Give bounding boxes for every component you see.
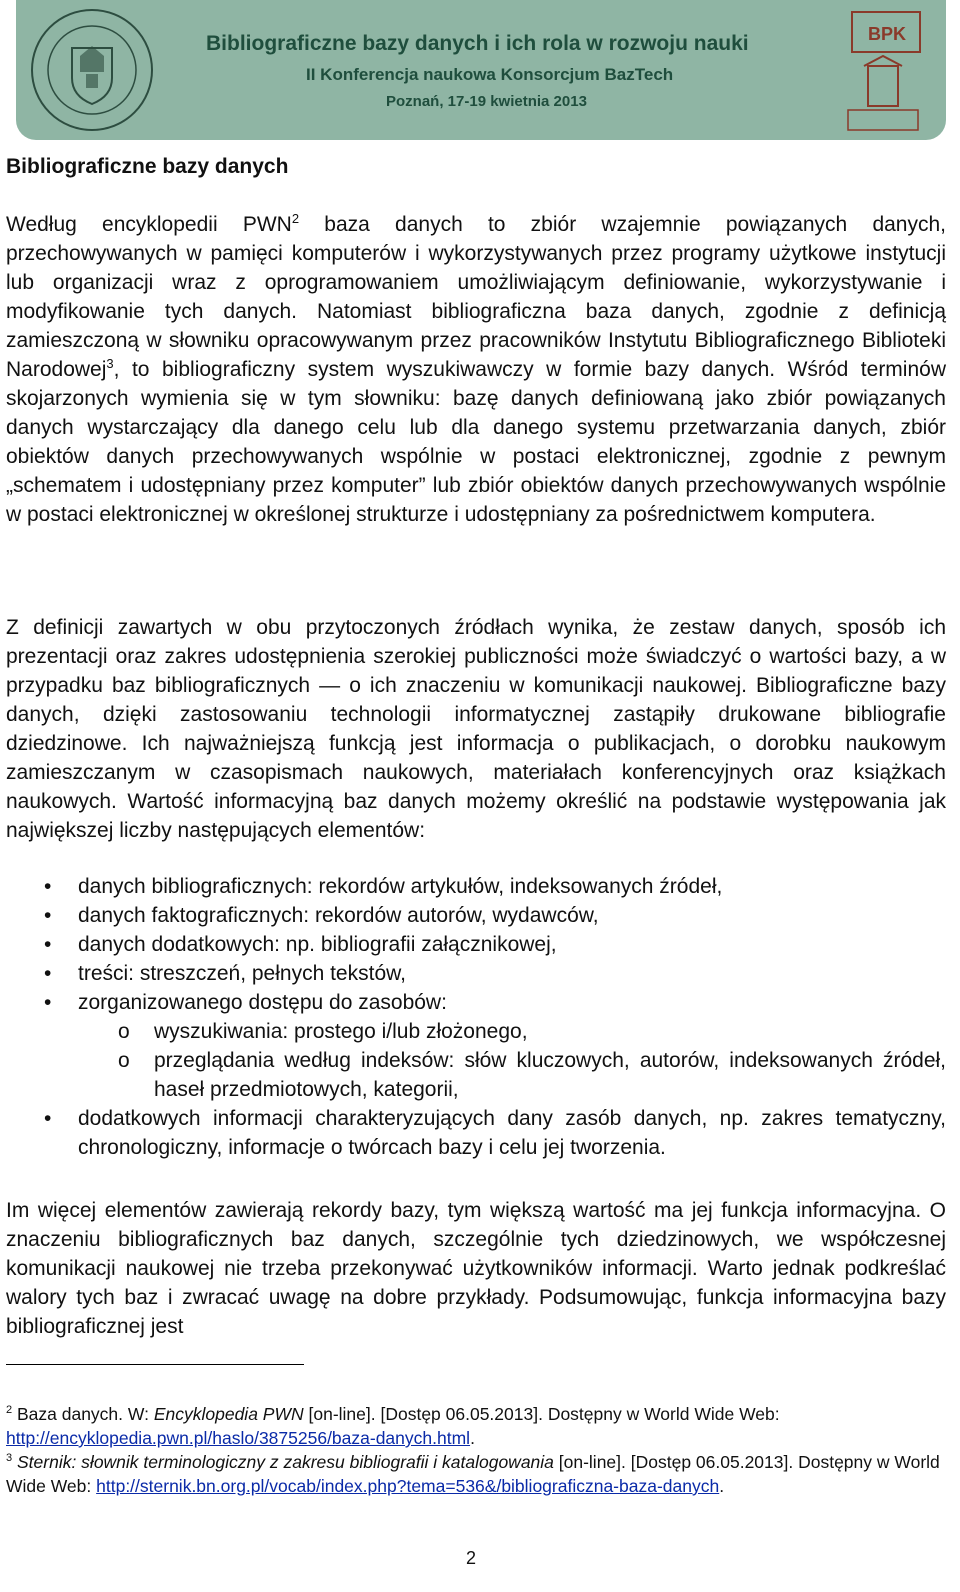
footnote-text: . [719,1476,725,1496]
section-heading: Bibliograficzne bazy danych [6,155,289,178]
list-item: • dodatkowych informacji charakteryzujących dany zasób danych, np. zakres tematyczny, chronologiczny, informacje o twórcach bazy i celu jej tworzenia. [6,1104,946,1162]
paragraph-text: , to bibliograficzny system wyszukiwawczy w formie bazy danych. Wśród terminów skojarzonych wymienia się w tym słowniku: bazę danych definiowaną jako zbiór powiązanych danych wystarczający dla danego celu lub dla danego systemu przetwarzania danych, zbiór obiektów danych przechowywanych wspólnie w postaci elektronicznej, zgodnie z pewnym „schematem i udostępniany przez komputer” lub zbiór obiektów danych przechowywanych wspólnie w postaci elektronicznej w określonej strukturze i udostępniany za pośrednictwem komputera. [6,358,946,526]
footnote-source-title: Sternik: słownik terminologiczny z zakresu bibliografii i katalogowania [12,1452,554,1472]
paragraph-definitions-summary: Z definicji zawartych w obu przytoczonych źródłach wynika, że zestaw danych, sposób ich prezentacji oraz zakres udostępnienia szerokiej publiczności może świadczyć o wartości bazy, a w przypadku baz bibliograficznych — o ich znaczeniu w komunikacji naukowej. Bibliograficzne bazy danych, dzięki zastosowaniu technologii informatycznej zastąpiły drukowane bibliografie dziedzinowe. Ich najważniejszą funkcją jest informacja o publikacjach, o dorobku naukowym zamieszczanym w czasopismach naukowych, materiałach konferencyjnych oraz książkach naukowych. Wartość informacyjną baz danych możemy określić na podstawie występowania jak największej liczby następujących elementów: [6,616,946,842]
access-sublist [78,1017,946,1104]
list-item: • danych faktograficznych: rekordów autorów, wydawców, [6,901,946,930]
footnote-text: [on-line]. [Dostęp 06.05.2013]. Dostępny w World Wide Web: [6,1452,940,1496]
footnote-mark: 3 [6,1452,13,1465]
paragraph-conclusion: Im więcej elementów zawierają rekordy bazy, tym większą wartość ma jej funkcja informacyjna. O znaczeniu bibliograficznych baz danych, szczególnie tych dziedzinowych, we współczesnej komunikacji naukowej nie trzeba przekonywać użytkowników informacji. Warto jednak podkreślać walory tych baz i zwracać uwagę na dobre przykłady. Podsumowując, funkcja informacyjna bazy bibliograficznej jest [6,1199,946,1338]
bpk-library-logo-icon [828,6,938,134]
footnote-3 [6,1450,946,1498]
footnote-text: [on-line]. [Dostęp 06.05.2013]. Dostępny w World Wide Web: [303,1404,780,1424]
sublist-item: o wyszukiwania: prostego i/lub złożonego, [78,1017,946,1046]
paragraph-text: Według encyklopedii PWN [6,213,292,236]
footnote-ref-2[interactable]: 2 [291,211,300,226]
conference-banner [16,0,946,140]
list-item: • danych dodatkowych: np. bibliografii załącznikowej, [6,930,946,959]
footnote-source-title: Encyklopedia PWN [153,1404,304,1424]
elements-list [6,872,946,1162]
list-item [6,988,946,1104]
footnote-link[interactable]: http://encyklopedia.pwn.pl/haslo/3875256/baza-danych.html [6,1428,471,1448]
footnote-text: . [470,1428,475,1448]
footnote-2 [6,1402,946,1450]
paragraph-definition [6,210,946,529]
library-emblem-icon [24,6,160,134]
conference-subtitle: II Konferencja naukowa Konsorcjum BazTech [306,65,674,84]
footnote-separator [6,1364,304,1365]
footnote-mark: 2 [6,1404,13,1417]
list-item: • danych bibliograficznych: rekordów artykułów, indeksowanych źródeł, [6,872,946,901]
footnote-text: Baza danych. W: [12,1404,154,1424]
footnote-link[interactable]: http://sternik.bn.org.pl/vocab/index.php?tema=536&/bibliograficzna-baza-danych [96,1476,720,1496]
conference-title: Bibliograficzne bazy danych i ich rola w rozwoju nauki [206,32,749,55]
list-item-text: zorganizowanego dostępu do zasobów: [78,991,447,1014]
list-item: • treści: streszczeń, pełnych tekstów, [6,959,946,988]
conference-date: Poznań, 17-19 kwietnia 2013 [386,93,587,110]
footnote-ref-3[interactable]: 3 [106,356,114,371]
paragraph-text: baza danych to zbiór wzajemnie powiązanych danych, przechowywanych w pamięci komputerów i wykorzystywanych przez programy użytkowe instytucji lub organizacji wraz z oprogramowaniem umożliwiającym definiowanie, wykorzystywanie i modyfikowanie tych danych. Natomiast bibliograficzna baza danych, zgodnie z definicją zamieszczoną w słowniku opracowywanym przez pracowników Instytutu Bibliograficznego Biblioteki Narodowej [6,213,947,381]
svg-text:BPK: BPK [868,24,907,44]
sublist-item: o przeglądania według indeksów: słów kluczowych, autorów, indeksowanych źródeł, haseł przedmiotowych, kategorii, [78,1046,946,1104]
footnotes [6,1402,946,1498]
page-number: 2 [466,1548,477,1568]
